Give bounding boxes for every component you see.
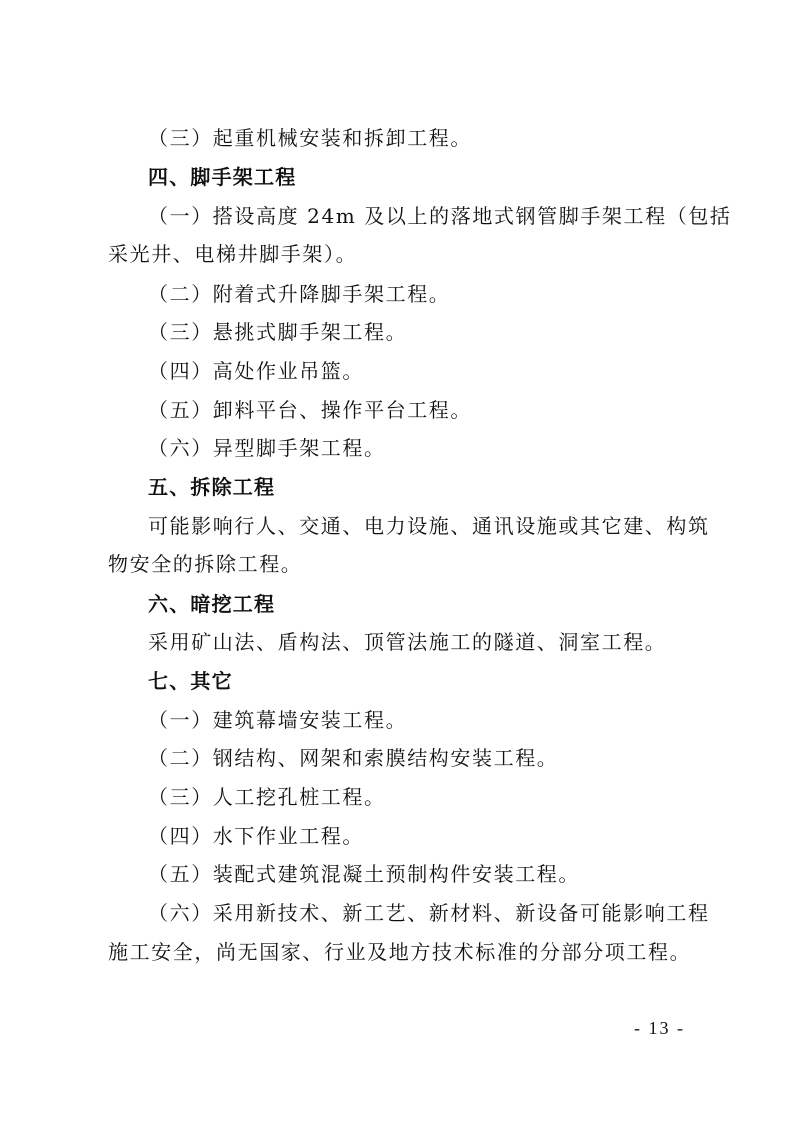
paragraph-line: （一）搭设高度 24m 及以上的落地式钢管脚手架工程（包括 [148,204,732,228]
paragraph-line: 可能影响行人、交通、电力设施、通讯设施或其它建、构筑 [148,514,710,538]
paragraph-line: （六）采用新技术、新工艺、新材料、新设备可能影响工程 [148,901,710,925]
paragraph-line: （三）人工挖孔桩工程。 [148,785,386,809]
paragraph-line: 采光井、电梯井脚手架）。 [108,242,358,266]
paragraph-line: （五）卸料平台、操作平台工程。 [148,398,472,422]
paragraph-line: （二）钢结构、网架和索膜结构安装工程。 [148,746,559,770]
paragraph-line: （四）水下作业工程。 [148,824,364,848]
page-number: - 13 - [634,1018,685,1038]
paragraph-line: （一）建筑幕墙安装工程。 [148,708,408,732]
section-heading: 七、其它 [148,669,233,693]
paragraph-line: 采用矿山法、盾构法、顶管法施工的隧道、洞室工程。 [148,630,667,654]
paragraph-line: （三）悬挑式脚手架工程。 [148,320,408,344]
paragraph-line: 物安全的拆除工程。 [108,552,303,576]
paragraph-line: （三）起重机械安装和拆卸工程。 [148,126,472,150]
section-heading: 五、拆除工程 [148,475,276,499]
paragraph-line: （四）高处作业吊篮。 [148,359,364,383]
section-heading: 四、脚手架工程 [148,165,297,189]
section-heading: 六、暗挖工程 [148,592,276,616]
paragraph-line: （五）装配式建筑混凝土预制构件安装工程。 [148,862,580,886]
paragraph-line: （二）附着式升降脚手架工程。 [148,282,451,306]
paragraph-line: （六）异型脚手架工程。 [148,436,386,460]
paragraph-line: 施工安全，尚无国家、行业及地方技术标准的分部分项工程。 [108,940,692,964]
